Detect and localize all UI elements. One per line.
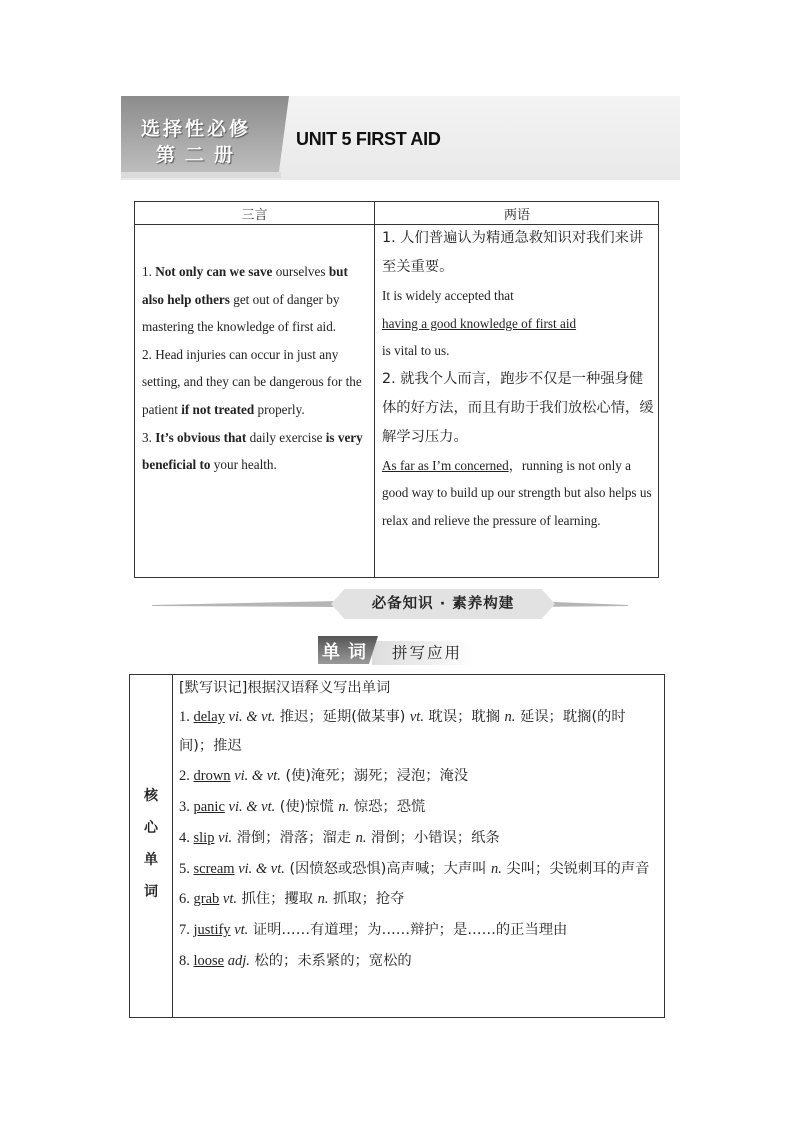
part-of-speech: vt. bbox=[230, 922, 249, 938]
answer-word: panic bbox=[193, 799, 225, 815]
answer-word: scream bbox=[193, 861, 235, 877]
item-number: 7. bbox=[179, 922, 194, 938]
part-of-speech: vi. & vt. bbox=[234, 861, 285, 877]
vocab-item bbox=[179, 792, 661, 823]
part-of-speech: vt. bbox=[219, 891, 237, 907]
answer-word: grab bbox=[193, 891, 220, 907]
vocab-instruction: [默写识记]根据汉语释义写出单词 bbox=[179, 680, 391, 696]
vocab-item bbox=[179, 761, 661, 792]
vocab-item bbox=[179, 703, 659, 761]
answer-blank: As far as I’m concerned bbox=[382, 457, 509, 473]
vocab-item bbox=[179, 823, 661, 854]
vocab-list bbox=[179, 675, 661, 977]
text: 1. bbox=[142, 264, 156, 279]
key-phrase: but also help others bbox=[142, 264, 348, 307]
side-label-char: 词 bbox=[144, 884, 158, 900]
table-column-divider bbox=[172, 675, 173, 1017]
text: your health. bbox=[210, 457, 277, 473]
part-of-speech: vi. & vt. bbox=[230, 768, 281, 784]
text: ourselves bbox=[272, 264, 329, 279]
series-line-2: 第二册 bbox=[156, 144, 244, 166]
text: properly. bbox=[254, 401, 305, 417]
vocab-item bbox=[179, 946, 661, 977]
vocab-item bbox=[179, 884, 661, 915]
part-of-speech: n. bbox=[491, 861, 502, 877]
part-of-speech: n. bbox=[338, 799, 350, 815]
definition: (因愤怒或恐惧)高声喊；大声叫 bbox=[284, 861, 492, 877]
text: It is widely accepted that bbox=[382, 288, 514, 303]
key-phrase: It’s obvious that bbox=[155, 429, 247, 445]
series-tab-shadow bbox=[121, 172, 281, 178]
part-of-speech: vt. bbox=[409, 709, 424, 725]
part-of-speech: n. bbox=[504, 709, 516, 725]
definition: 滑倒；滑落；溜走 bbox=[232, 830, 356, 846]
text: ，running is not only a good way to build up our strength but also helps us relax and relieve the pressure of learning. bbox=[382, 457, 652, 528]
text: 2. Head injuries can occur in just any setting, and they can be dangerous for the patient bbox=[142, 346, 362, 417]
text: daily exercise bbox=[246, 429, 326, 445]
key-phrase: Not only can we save bbox=[155, 264, 273, 279]
section-badge-label: 单词 bbox=[322, 642, 374, 663]
series-line-1: 选择性必修 bbox=[141, 118, 252, 140]
answer-word: justify bbox=[193, 922, 231, 938]
definition: 推迟；延期(做某事) bbox=[275, 709, 410, 725]
definition: (使)淹死；溺死；浸泡；淹没 bbox=[280, 768, 469, 784]
text: is vital to us. bbox=[382, 343, 450, 359]
unit-title: UNIT 5 FIRST AID bbox=[296, 129, 441, 149]
chinese-sentence-1: 1. 人们普遍认为精通急救知识对我们来讲至关重要。 bbox=[382, 230, 644, 275]
item-number: 6. bbox=[179, 891, 194, 907]
definition: 抓住；攫取 bbox=[236, 891, 318, 907]
divider-line-left bbox=[152, 601, 338, 607]
definition: 抓取；抢夺 bbox=[328, 891, 405, 907]
chinese-sentence-2: 2. 就我个人而言，跑步不仅是一种强身健体的好方法，而且有助于我们放松心情，缓解学习压力。 bbox=[382, 370, 654, 445]
table-column-divider bbox=[374, 202, 375, 577]
key-phrase: is very beneficial to bbox=[142, 429, 363, 473]
side-label-char: 核 bbox=[144, 788, 158, 804]
part-of-speech: vi. & vt. bbox=[224, 709, 276, 725]
item-number: 3. bbox=[179, 799, 194, 815]
definition: (使)惊慌 bbox=[275, 799, 339, 815]
english-sentence-1 bbox=[382, 282, 654, 365]
part-of-speech: adj. bbox=[224, 953, 250, 969]
answer-word: delay bbox=[193, 709, 225, 725]
vocab-item bbox=[179, 915, 661, 946]
side-label-char: 心 bbox=[144, 820, 158, 836]
definition: 滑倒；小错误；纸条 bbox=[366, 830, 500, 846]
answer-word: drown bbox=[193, 768, 231, 784]
definition: 松的；未系紧的；宽松的 bbox=[249, 953, 412, 969]
definition: 惊恐；恐慌 bbox=[349, 799, 426, 815]
vocab-item bbox=[179, 854, 659, 884]
part-of-speech: vi. & vt. bbox=[224, 799, 276, 815]
text: 3. bbox=[142, 429, 156, 445]
column-header-liangyu: 两语 bbox=[503, 208, 530, 223]
sentences-right bbox=[382, 224, 654, 535]
definition: 耽误；耽搁 bbox=[423, 709, 505, 725]
text: get out of danger by mastering the knowledge of first aid. bbox=[142, 291, 340, 335]
divider-label: 必备知识 · 素养构建 bbox=[371, 596, 515, 612]
definition: 证明……有道理；为……辩护；是……的正当理由 bbox=[248, 922, 568, 938]
phrases-table bbox=[134, 201, 659, 578]
definition: 延误；耽搁(的时间)；推迟 bbox=[179, 709, 626, 754]
section-title: 拼写应用 bbox=[392, 644, 463, 662]
side-label-char: 单 bbox=[144, 852, 158, 868]
definition: 尖叫；尖锐刺耳的声音 bbox=[501, 861, 650, 877]
answer-word: slip bbox=[193, 830, 215, 846]
answer-blank: having a good knowledge of first aid bbox=[382, 315, 577, 331]
item-number: 5. bbox=[179, 861, 194, 877]
vocab-table bbox=[129, 674, 665, 1018]
part-of-speech: n. bbox=[355, 830, 367, 846]
side-label-core-words bbox=[130, 780, 172, 908]
sentences-left bbox=[142, 258, 368, 479]
item-number: 8. bbox=[179, 953, 194, 969]
answer-word: loose bbox=[193, 953, 225, 969]
item-number: 2. bbox=[179, 768, 194, 784]
part-of-speech: n. bbox=[317, 891, 329, 907]
item-number: 4. bbox=[179, 830, 194, 846]
column-header-sanyan: 三言 bbox=[241, 208, 268, 223]
key-phrase: if not treated bbox=[181, 401, 255, 417]
part-of-speech: vi. bbox=[214, 830, 233, 846]
item-number: 1. bbox=[179, 709, 194, 725]
english-sentence-2 bbox=[382, 452, 654, 535]
